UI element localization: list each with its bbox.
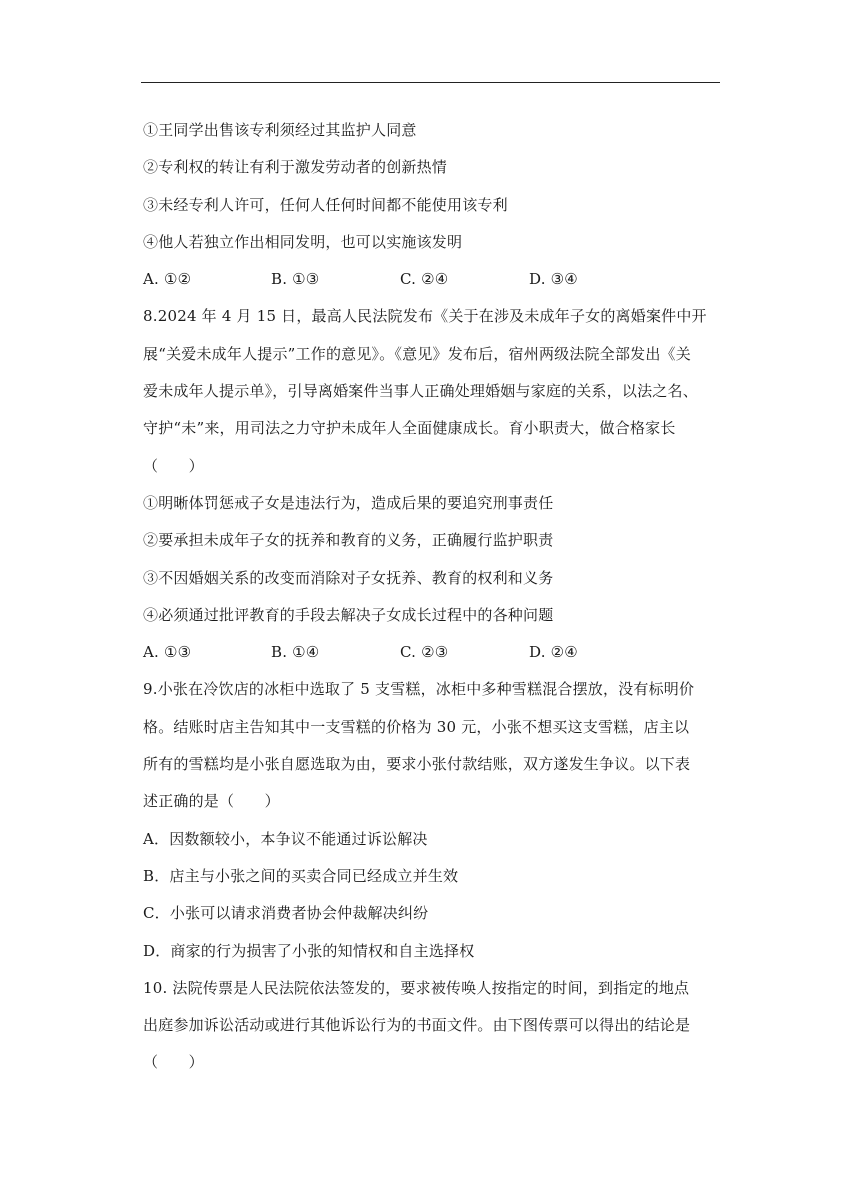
q8-stem-line-3: 爱未成年人提示单》，引导离婚案件当事人正确处理婚姻与家庭的关系，以法之名、 — [143, 382, 698, 401]
q8-option-d: D. ②④ — [529, 643, 578, 662]
q8-answer-blank: （ ） — [143, 456, 204, 475]
q7-statement-4: ④他人若独立作出相同发明，也可以实施该发明 — [143, 232, 463, 251]
exam-content — [143, 112, 723, 1082]
q7-statement-1: ①王同学出售该专利须经过其监护人同意 — [143, 121, 417, 139]
q7-option-a: A. ①② — [143, 270, 192, 289]
q9-option-d: D．商家的行为损害了小张的知情权和自主选择权 — [143, 941, 475, 960]
q9-option-a: A．因数额较小，本争议不能通过诉讼解决 — [143, 829, 428, 848]
q7-option-b: B. ①③ — [271, 270, 320, 289]
q8-statement-4: ④必须通过批评教育的手段去解决子女成长过程中的各种问题 — [143, 605, 554, 624]
q9-stem-line-1: 9.小张在冷饮店的冰柜中选取了 5 支雪糕，冰柜中多种雪糕混合摆放，没有标明价 — [143, 680, 695, 699]
q9-stem-line-2: 格。结账时店主告知其中一支雪糕的价格为 30 元，小张不想买这支雪糕，店主以 — [143, 717, 690, 736]
q7-options — [143, 261, 723, 298]
q7-option-d: D. ③④ — [529, 270, 578, 289]
q8-options — [143, 634, 723, 671]
q8-statement-1: ①明晰体罚惩戒子女是违法行为，造成后果的要追究刑事责任 — [143, 493, 554, 512]
q8-statement-3: ③不因婚姻关系的改变而消除对子女抚养、教育的权利和义务 — [143, 568, 554, 587]
q9-stem-line-3: 所有的雪糕均是小张自愿选取为由，要求小张付款结账，双方遂发生争议。以下表 — [143, 755, 691, 774]
q10-answer-blank: （ ） — [143, 1053, 204, 1072]
q9-stem-line-4: 述正确的是（ ） — [143, 792, 280, 811]
q8-stem-line-2: 展“关爱未成年人提示”工作的意见》。《意见》发布后，宿州两级法院全部发出《关 — [143, 344, 691, 363]
q9-option-c: C．小张可以请求消费者协会仲裁解决纠纷 — [143, 904, 429, 923]
q7-statement-2: ②专利权的转让有利于激发劳动者的创新热情 — [143, 158, 448, 177]
q8-statement-2: ②要承担未成年子女的抚养和教育的义务，正确履行监护职责 — [143, 531, 554, 550]
q9-option-b: B．店主与小张之间的买卖合同已经成立并生效 — [143, 866, 459, 885]
q8-stem-line-4: 守护“未”来，用司法之力守护未成年人全面健康成长。育小职责大，做合格家长 — [143, 419, 676, 438]
q7-option-c: C. ②④ — [400, 270, 449, 289]
q8-option-a: A. ①③ — [143, 643, 192, 662]
q10-stem-line-1: 10. 法院传票是人民法院依法签发的，要求被传唤人按指定的时间，到指定的地点 — [143, 978, 690, 997]
q10-stem-line-2: 出庭参加诉讼活动或进行其他诉讼行为的书面文件。由下图传票可以得出的结论是 — [143, 1016, 691, 1035]
q8-option-b: B. ①④ — [271, 643, 320, 662]
q8-stem-line-1: 8.2024 年 4 月 15 日，最高人民法院发布《关于在涉及未成年子女的离婚案件中开 — [143, 307, 707, 326]
q8-option-c: C. ②③ — [400, 643, 449, 662]
header-rule — [141, 82, 720, 83]
q7-statement-3: ③未经专利人许可，任何人任何时间都不能使用该专利 — [143, 195, 508, 214]
